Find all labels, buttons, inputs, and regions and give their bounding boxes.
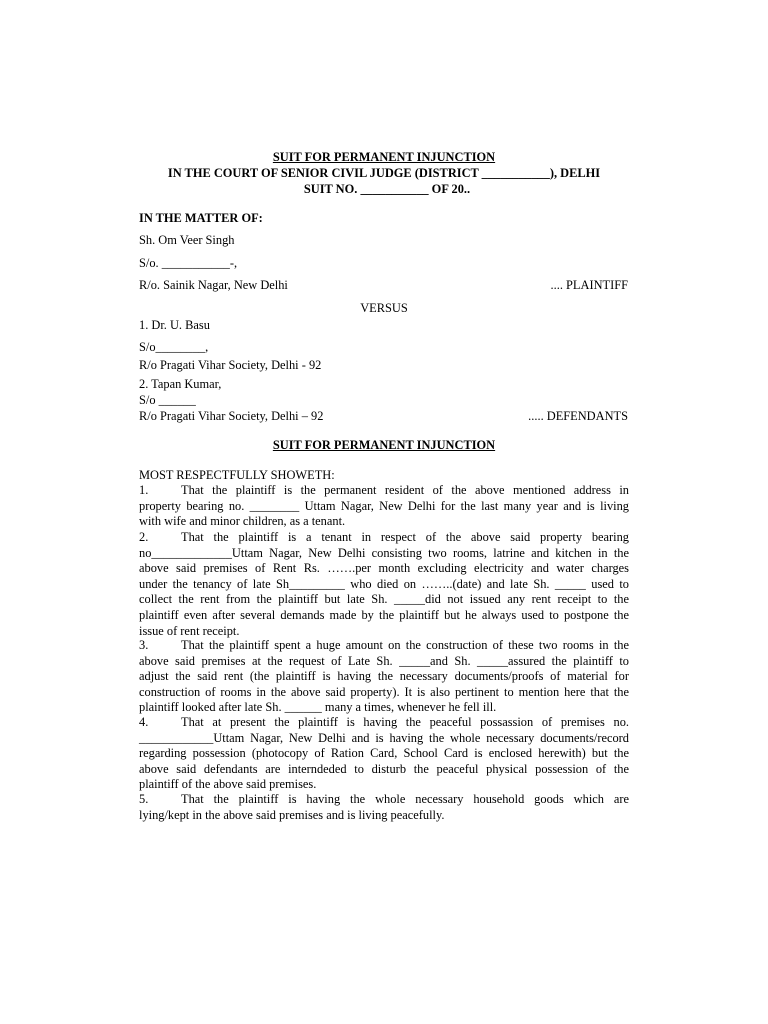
paragraph-3 <box>139 638 629 716</box>
defendant-1-parentage: S/o________, <box>139 340 209 354</box>
paragraph-line: plaintiff even after several demands made by the plaintiff but he always used to postpone the <box>139 607 629 622</box>
defendant-1-name: 1. Dr. U. Basu <box>139 318 210 332</box>
paragraph-line: regarding possession (photocopy of Ration Card, School Card is enclosed herewith) but the <box>139 746 629 761</box>
paragraph-line: property bearing no. ________ Uttam Nagar, New Delhi for the last many year and is living <box>139 498 629 513</box>
suit-number: SUIT NO. ___________ OF 20.. <box>303 182 471 196</box>
plaintiff-residence: R/o. Sainik Nagar, New Delhi <box>139 278 288 292</box>
paragraph-1 <box>139 483 629 530</box>
defendants-role: ..... DEFENDANTS <box>528 409 628 423</box>
paragraph-line: 3. That the plaintiff spent a huge amount on the construction of these two rooms in the <box>139 638 629 652</box>
paragraph-line: 4. That at present the plaintiff is having the peaceful possassion of premises no. <box>139 715 629 729</box>
paragraph-line: with wife and minor children, as a tenant. <box>139 514 346 529</box>
paragraph-line: 5. That the plaintiff is having the whole necessary household goods which are <box>139 792 629 806</box>
court-heading: IN THE COURT OF SENIOR CIVIL JUDGE (DISTRICT ___________), DELHI <box>167 166 601 180</box>
document-title: SUIT FOR PERMANENT INJUNCTION <box>272 150 496 164</box>
matter-heading: IN THE MATTER OF: <box>139 211 263 225</box>
plaintiff-parentage: S/o. ___________-, <box>139 256 238 270</box>
paragraph-number: 5. <box>139 792 149 806</box>
paragraph-number: 3. <box>139 638 149 652</box>
showeth-heading: MOST RESPECTFULLY SHOWETH: <box>139 468 335 482</box>
plaintiff-name: Sh. Om Veer Singh <box>139 233 235 247</box>
plaintiff-role: .... PLAINTIFF <box>550 278 628 292</box>
paragraph-line: collect the rent from the plaintiff but late Sh. _____did not issued any rent receipt to the <box>139 592 629 607</box>
defendant-2-parentage: S/o ______ <box>139 393 196 407</box>
paragraph-line: plaintiff looked after late Sh. ______ many a times, whenever he fell ill. <box>139 700 497 715</box>
paragraph-line: construction of rooms in the above said property). It is also pertinent to mention here that the <box>139 684 629 699</box>
paragraph-line: 2. That the plaintiff is a tenant in respect of the above said property bearing <box>139 530 629 544</box>
defendant-2-residence: R/o Pragati Vihar Society, Delhi – 92 <box>139 409 324 423</box>
paragraph-number: 1. <box>139 483 149 497</box>
paragraph-line: 1. That the plaintiff is the permanent resident of the above mentioned address in <box>139 483 629 497</box>
paragraph-line: no_____________Uttam Nagar, New Delhi consisting two rooms, latrine and kitchen in the <box>139 545 629 560</box>
paragraph-line: lying/kept in the above said premises and is living peacefully. <box>139 807 445 822</box>
paragraph-number: 2. <box>139 530 149 544</box>
paragraph-2 <box>139 530 629 639</box>
versus-label: VERSUS <box>360 301 408 315</box>
paragraph-5 <box>139 792 629 823</box>
paragraph-line: adjust the said rent (the plaintiff is having the necessary documents/proofs of material for <box>139 669 629 684</box>
paragraph-line: ____________Uttam Nagar, New Delhi and is having the whole necessary documents/record <box>139 730 629 745</box>
paragraph-line: above said defendants are interndeded to disturb the peaceful physical possession of the <box>139 761 629 776</box>
paragraph-line: above said premises of Rent Rs. …….per month excluding electricity and water charges <box>139 561 629 576</box>
body-title: SUIT FOR PERMANENT INJUNCTION <box>272 438 496 452</box>
paragraph-4 <box>139 715 629 793</box>
paragraph-line: above said premises at the request of Late Sh. _____and Sh. _____assured the plaintiff to <box>139 653 629 668</box>
defendant-1-residence: R/o Pragati Vihar Society, Delhi - 92 <box>139 358 322 372</box>
paragraph-line: under the tenancy of late Sh_________ who died on ……..(date) and late Sh. _____ used to <box>139 576 629 591</box>
paragraph-line: plaintiff of the above said premises. <box>139 777 317 792</box>
paragraph-number: 4. <box>139 715 149 729</box>
paragraph-line: issue of rent receipt. <box>139 623 240 638</box>
defendant-2-name: 2. Tapan Kumar, <box>139 377 222 391</box>
